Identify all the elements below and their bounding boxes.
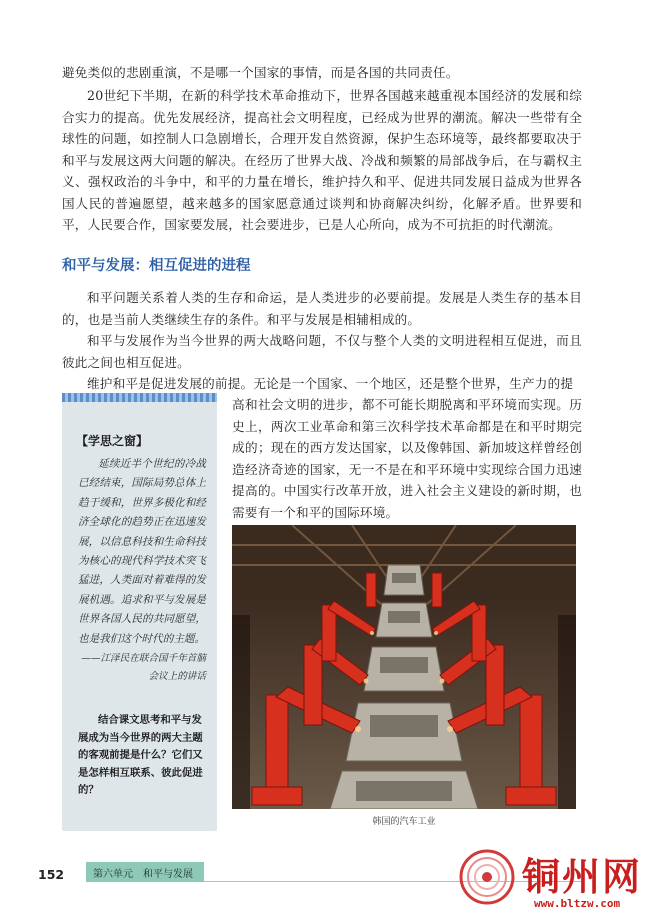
sidebar-quote: 延续近半个世纪的冷战已经结束，国际局势总体上趋于缓和，世界多极化和经济全球化的趋势正在迅速发展，以信息科技和生命科技为核心的现代科学技术突飞猛进，人类面对着难得的发展机遇。追求和平与发展是世界各国人民的共同愿望，也是我们这个时代的主题。 (78, 458, 206, 645)
intro-paragraph: 避免类似的悲剧重演，不是哪一个国家的事情，而是各国的共同责任。 (62, 65, 459, 80)
sidebar-decorative-strip (62, 393, 217, 402)
footer-unit-label: 第六单元 和平与发展 (93, 869, 193, 880)
watermark-site-name: 铜州网 (522, 854, 643, 899)
sidebar-attribution: ——江泽民在联合国千年首脑会议上的讲话 (81, 653, 206, 682)
car-factory-illustration (232, 525, 576, 809)
watermark-url: www.bltzw.com (534, 897, 621, 910)
section-heading: 和平与发展：相互促进的进程 (62, 258, 251, 274)
paragraph-premise-first-line: 维护和平是促进发展的前提。无论是一个国家、一个地区，还是整个世界，生产力的提 (87, 376, 574, 391)
paragraph-peace-development: 和平问题关系着人类的生存和命运，是人类进步的必要前提。发展是人类生存的基本目的，也是当前人类继续生存的条件。和平与发展是相辅相成的。 (62, 290, 582, 327)
figure-caption: 韩国的汽车工业 (372, 817, 436, 827)
sidebar-title: 【学思之窗】 (76, 434, 149, 448)
page-number: 152 (38, 867, 65, 882)
sidebar-question: 结合课文思考和平与发展成为当今世界的两大主题的客观前提是什么？它们又是怎样相互联系、彼此促进的？ (78, 714, 203, 796)
watermark-seal-icon (458, 848, 516, 906)
paragraph-premise-continued: 高和社会文明的进步，都不可能长期脱离和平环境而实现。历史上，两次工业革命和第三次科学技术革命都是在和平时期完成的；现在的西方发达国家，以及像韩国、新加坡这样曾经创造经济奇迹的国家，无一不是在和平环境中实现综合国力迅速提高的。中国实行改革开放，进入社会主义建设的新时期，也需要有一个和平的国际环境。 (232, 397, 582, 520)
paragraph-strategic-issues: 和平与发展作为当今世界的两大战略问题，不仅与整个人类的文明进程相互促进，而且彼此之间也相互促进。 (62, 333, 582, 370)
main-paragraph: 20世纪下半期，在新的科学技术革命推动下，世界各国越来越重视本国经济的发展和综合实力的提高。优先发展经济，提高社会文明程度，已经成为世界的潮流。解决一些带有全球性的问题，如控制人口急剧增长，合理开发自然资源，保护生态环境等，最终都要取决于和平与发展这两大问题的解决。在经历了世界大战、冷战和频繁的局部战争后，在与霸权主义、强权政治的斗争中，和平的力量在增长，维护持久和平、促进共同发展日益成为世界各国人民的普遍愿望，越来越多的国家愿意通过谈判和协商解决纠纷，化解矛盾。世界要和平，人民要合作，国家要发展，社会要进步，已是人心所向，成为不可抗拒的时代潮流。 (62, 88, 582, 232)
car-factory-photo (232, 525, 576, 809)
